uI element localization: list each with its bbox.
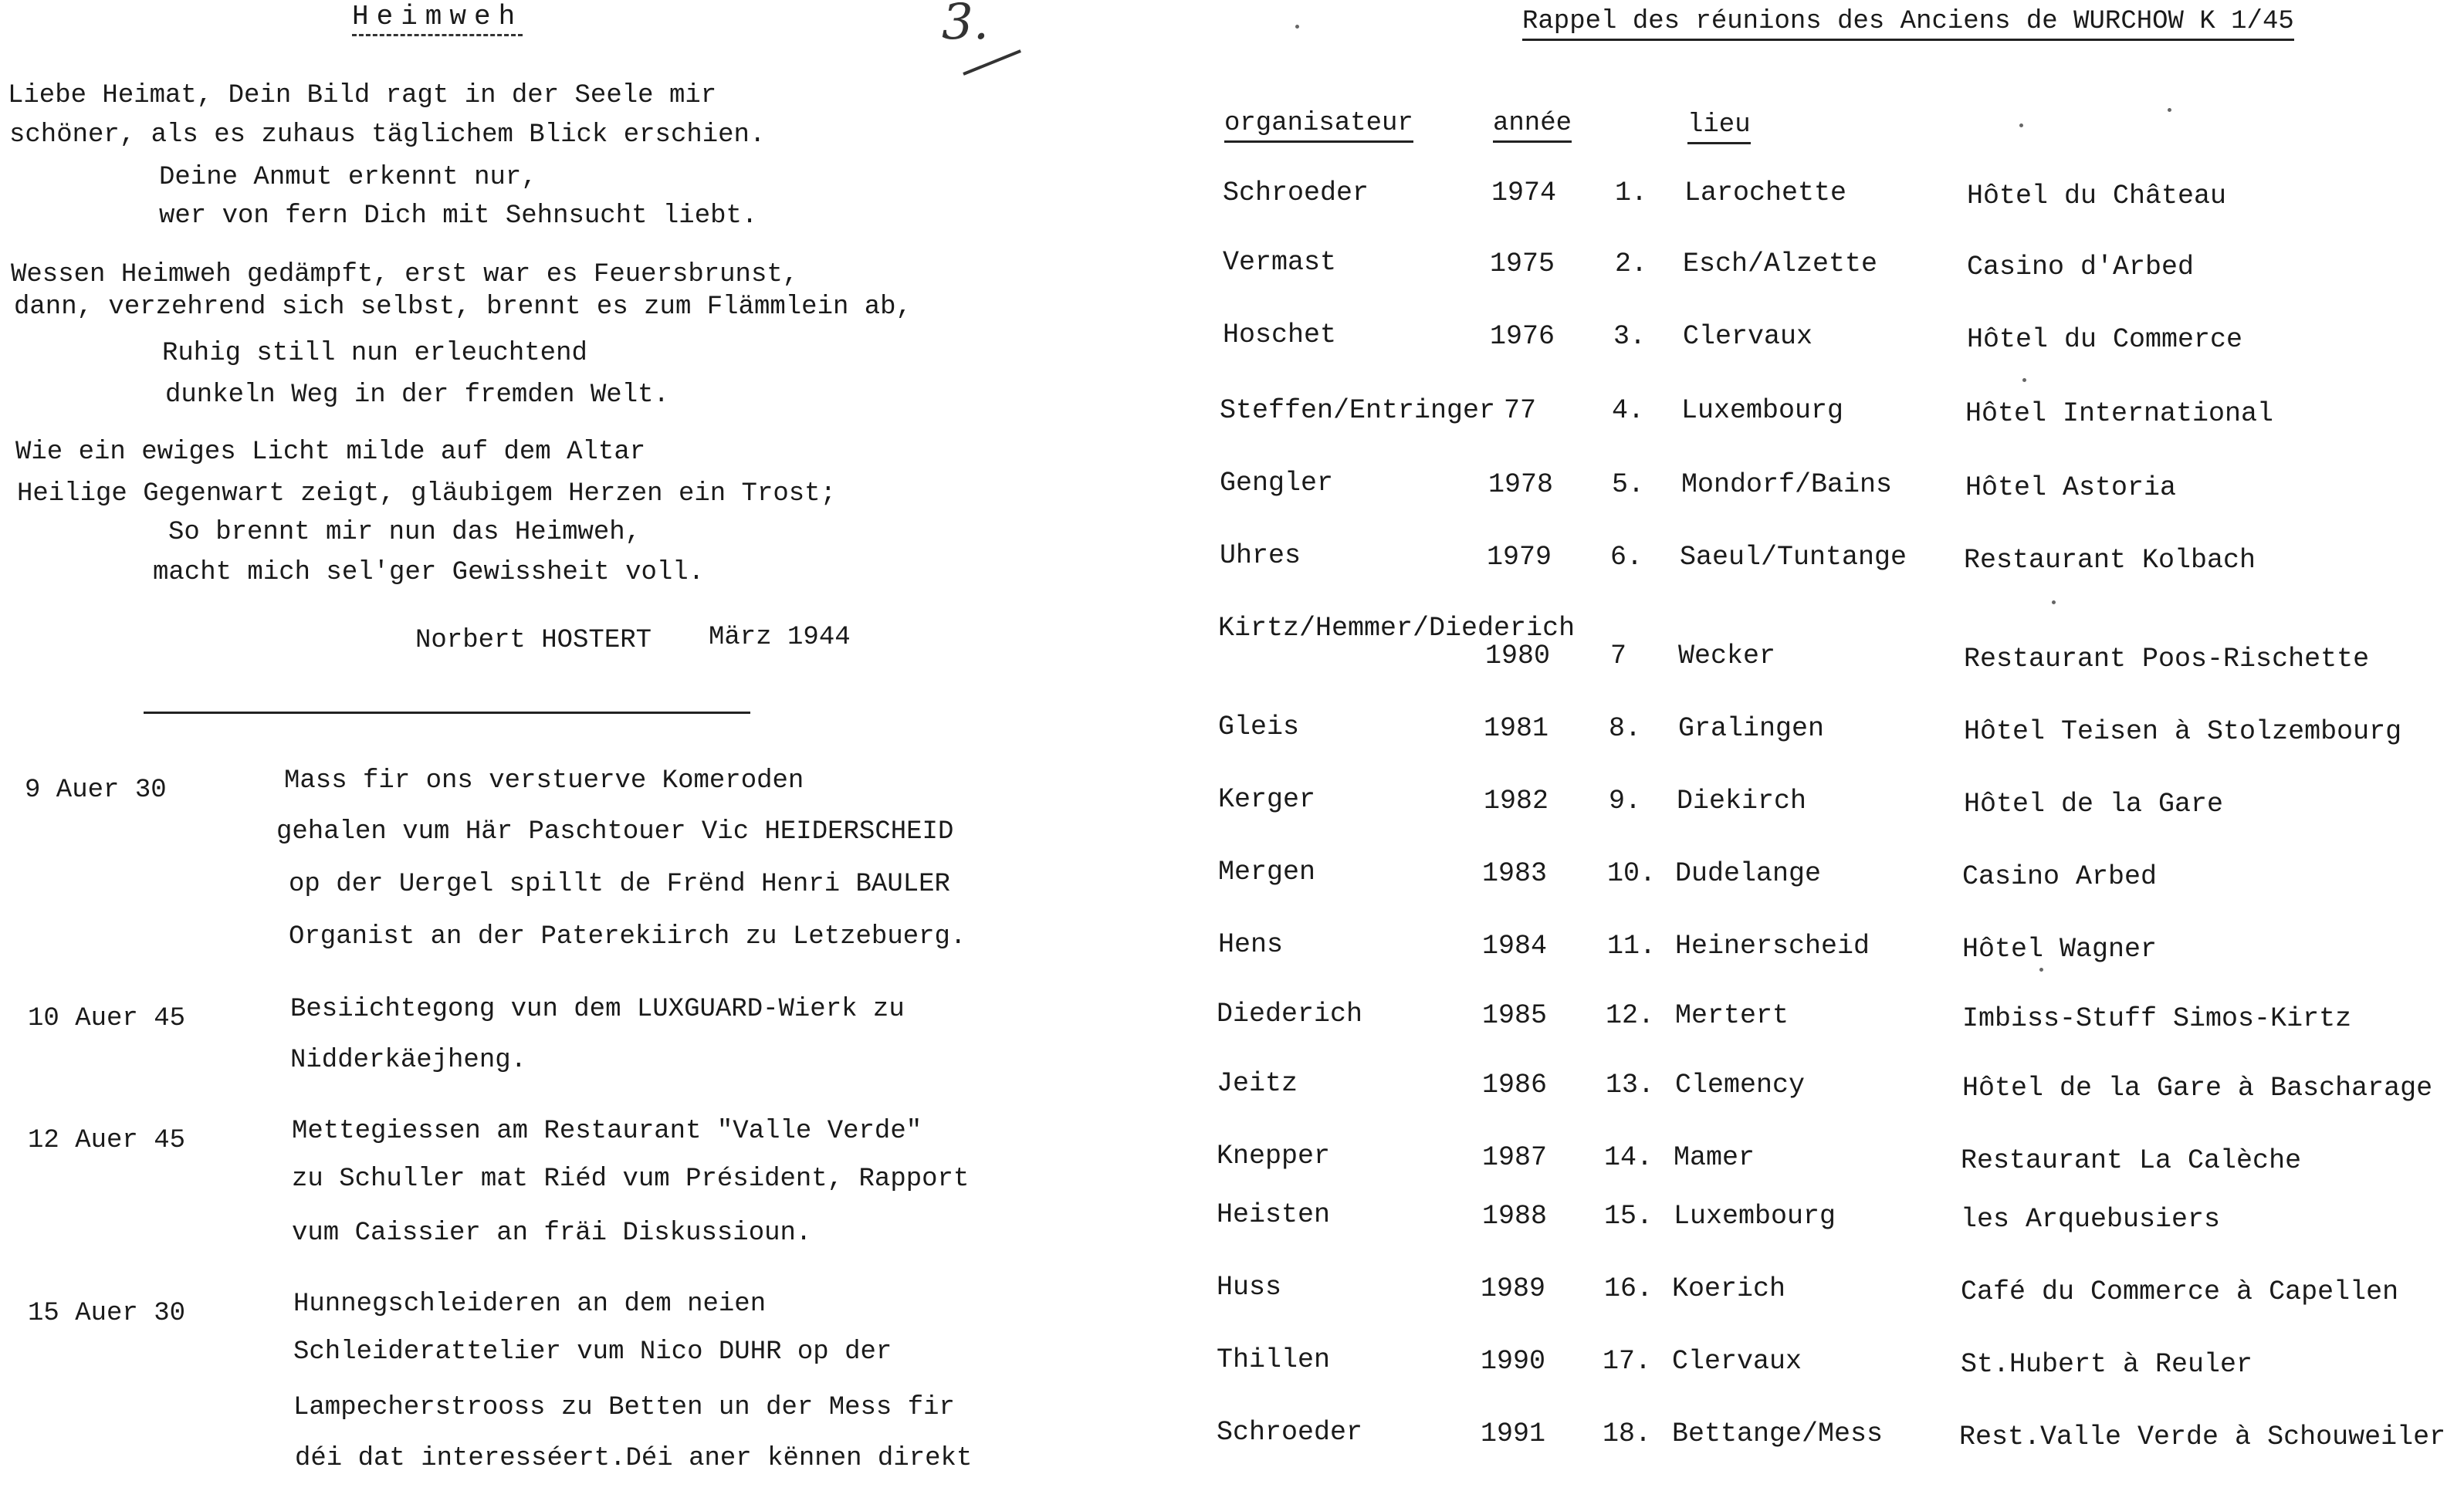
row-annee: 1982: [1484, 786, 1549, 816]
row-etablissement: Restaurant La Calèche: [1961, 1145, 2302, 1176]
scan-speck: [2019, 123, 2023, 127]
schedule-time: 10 Auer 45: [28, 1004, 186, 1033]
row-annee: 1991: [1481, 1418, 1546, 1449]
row-etablissement: Hôtel de la Gare: [1964, 789, 2224, 820]
row-numero: 5.: [1612, 469, 1645, 500]
schedule-line: op der Uergel spillt de Frënd Henri BAULER: [289, 870, 950, 899]
row-annee: 1987: [1482, 1142, 1548, 1173]
row-etablissement: Hôtel Astoria: [1965, 472, 2177, 503]
row-numero: 13.: [1606, 1070, 1655, 1100]
left-page: [0, 0, 1142, 1491]
row-organisateur: Diederich: [1217, 999, 1363, 1030]
schedule-time: 12 Auer 45: [28, 1126, 186, 1155]
scan-speck: [2052, 600, 2056, 604]
row-numero: 2.: [1615, 248, 1648, 279]
schedule-time: 15 Auer 30: [28, 1299, 186, 1328]
row-annee: 1988: [1482, 1201, 1548, 1232]
row-organisateur: Gengler: [1220, 468, 1334, 499]
row-organisateur: Vermast: [1223, 247, 1337, 278]
row-numero: 17.: [1603, 1346, 1652, 1377]
page-number-mark: 3.: [942, 0, 990, 51]
row-lieu: Clervaux: [1683, 321, 1813, 352]
row-lieu: Esch/Alzette: [1683, 248, 1878, 279]
row-annee: 77: [1504, 395, 1537, 426]
schedule-line: Organist an der Paterekiirch zu Letzebuerg.: [289, 922, 966, 952]
schedule-time: 9 Auer 30: [25, 776, 167, 805]
row-numero: 8.: [1609, 713, 1642, 744]
row-annee: 1978: [1488, 469, 1554, 500]
poem-author: Norbert HOSTERT: [415, 626, 652, 655]
row-lieu: Mertert: [1675, 1000, 1789, 1031]
row-lieu: Saeul/Tuntange: [1680, 542, 1907, 573]
row-organisateur: Jeitz: [1217, 1068, 1298, 1099]
row-organisateur: Gleis: [1218, 712, 1300, 742]
row-lieu: Heinerscheid: [1675, 931, 1870, 962]
schedule-line: Mass fir ons verstuerve Komeroden: [284, 766, 804, 796]
poem-line: Ruhig still nun erleuchtend: [162, 339, 587, 368]
row-lieu: Wecker: [1678, 641, 1776, 671]
row-annee: 1974: [1491, 178, 1557, 208]
row-annee: 1990: [1481, 1346, 1546, 1377]
row-etablissement: Hôtel du Commerce: [1967, 324, 2243, 355]
section-divider: [144, 712, 750, 714]
row-annee: 1979: [1487, 542, 1552, 573]
right-page: [1142, 0, 2464, 1491]
poem-line: Deine Anmut erkennt nur,: [159, 163, 537, 192]
row-numero: 7: [1610, 641, 1627, 671]
poem-date: März 1944: [709, 623, 851, 652]
row-organisateur: Steffen/Entringer: [1220, 395, 1496, 426]
row-annee: 1983: [1482, 858, 1548, 889]
row-annee: 1984: [1482, 931, 1548, 962]
row-etablissement: Hôtel Teisen à Stolzembourg: [1964, 716, 2402, 747]
row-lieu: Koerich: [1672, 1273, 1786, 1304]
row-numero: 6.: [1610, 542, 1643, 573]
row-numero: 16.: [1604, 1273, 1653, 1304]
row-annee: 1975: [1490, 248, 1555, 279]
row-etablissement: Restaurant Kolbach: [1964, 545, 2256, 576]
row-etablissement: Hôtel International: [1965, 398, 2274, 429]
poem-title: Heimweh: [352, 2, 523, 36]
schedule-line: Schleiderattelier vum Nico DUHR op der: [293, 1337, 892, 1367]
row-lieu: Diekirch: [1677, 786, 1807, 816]
row-etablissement: Imbiss-Stuff Simos-Kirtz: [1962, 1003, 2352, 1034]
row-annee: 1989: [1481, 1273, 1546, 1304]
row-lieu: Mondorf/Bains: [1681, 469, 1893, 500]
poem-line: wer von fern Dich mit Sehnsucht liebt.: [159, 201, 758, 231]
row-numero: 1.: [1615, 178, 1648, 208]
row-numero: 3.: [1613, 321, 1647, 352]
schedule-line: Mettegiessen am Restaurant "Valle Verde": [292, 1117, 922, 1146]
row-organisateur: Huss: [1217, 1272, 1282, 1303]
schedule-line: zu Schuller mat Riéd vum Président, Rapport: [292, 1165, 970, 1194]
row-organisateur: Kirtz/Hemmer/Diederich: [1218, 613, 1576, 644]
row-etablissement: Hôtel de la Gare à Bascharage: [1962, 1073, 2433, 1104]
row-organisateur: Knepper: [1217, 1141, 1331, 1172]
row-annee: 1980: [1485, 641, 1551, 671]
row-etablissement: Rest.Valle Verde à Schouweiler: [1959, 1422, 2446, 1452]
row-annee: 1976: [1490, 321, 1555, 352]
scan-speck: [1295, 25, 1299, 29]
row-lieu: Mamer: [1674, 1142, 1755, 1173]
row-numero: 14.: [1604, 1142, 1653, 1173]
row-etablissement: Casino d'Arbed: [1967, 252, 2195, 282]
scan-speck: [2039, 968, 2043, 972]
poem-line: Liebe Heimat, Dein Bild ragt in der Seele mir: [8, 81, 717, 110]
row-numero: 10.: [1607, 858, 1657, 889]
row-lieu: Luxembourg: [1681, 395, 1844, 426]
row-organisateur: Schroeder: [1223, 178, 1369, 208]
row-organisateur: Kerger: [1218, 784, 1316, 815]
poem-line: dann, verzehrend sich selbst, brennt es zum Flämmlein ab,: [14, 292, 912, 322]
header-annee: année: [1493, 108, 1572, 143]
row-organisateur: Heisten: [1217, 1199, 1331, 1230]
row-organisateur: Hoschet: [1223, 320, 1337, 350]
schedule-line: Nidderkäejheng.: [290, 1046, 527, 1075]
header-organisateur: organisateur: [1224, 108, 1413, 143]
poem-line: Heilige Gegenwart zeigt, gläubigem Herzen ein Trost;: [17, 479, 836, 509]
poem-line: Wessen Heimweh gedämpft, erst war es Feuersbrunst,: [11, 260, 799, 289]
poem-line: Wie ein ewiges Licht milde auf dem Altar: [15, 438, 646, 467]
row-etablissement: les Arquebusiers: [1961, 1204, 2221, 1235]
row-lieu: Luxembourg: [1674, 1201, 1836, 1232]
row-numero: 4.: [1612, 395, 1645, 426]
row-lieu: Dudelange: [1675, 858, 1822, 889]
poem-line: dunkeln Weg in der fremden Welt.: [165, 380, 669, 410]
row-annee: 1985: [1482, 1000, 1548, 1031]
header-lieu: lieu: [1687, 110, 1751, 144]
row-numero: 18.: [1603, 1418, 1652, 1449]
row-etablissement: Hôtel du Château: [1967, 181, 2227, 211]
row-etablissement: Hôtel Wagner: [1962, 934, 2158, 965]
handwritten-stroke: [963, 49, 1021, 76]
row-lieu: Clemency: [1675, 1070, 1806, 1100]
poem-line: macht mich sel'ger Gewissheit voll.: [153, 558, 705, 587]
schedule-line: Besiichtegong vun dem LUXGUARD-Wierk zu: [290, 995, 905, 1024]
row-etablissement: St.Hubert à Reuler: [1961, 1349, 2253, 1380]
row-organisateur: Schroeder: [1217, 1417, 1363, 1448]
row-etablissement: Casino Arbed: [1962, 861, 2158, 892]
scan-speck: [2168, 108, 2171, 112]
row-lieu: Larochette: [1684, 178, 1847, 208]
row-lieu: Bettange/Mess: [1672, 1418, 1884, 1449]
row-organisateur: Uhres: [1220, 540, 1301, 571]
row-lieu: Clervaux: [1672, 1346, 1802, 1377]
row-lieu: Gralingen: [1678, 713, 1825, 744]
scan-speck: [2022, 378, 2026, 382]
row-organisateur: Thillen: [1217, 1344, 1331, 1375]
schedule-line: gehalen vum Här Paschtouer Vic HEIDERSCHEID: [276, 817, 954, 847]
row-etablissement: Restaurant Poos-Rischette: [1964, 644, 2370, 674]
row-numero: 9.: [1609, 786, 1642, 816]
table-title: Rappel des réunions des Anciens de WURCHOW K 1/45: [1522, 6, 2294, 41]
row-annee: 1981: [1484, 713, 1549, 744]
row-numero: 11.: [1607, 931, 1657, 962]
row-numero: 12.: [1606, 1000, 1655, 1031]
schedule-line: Hunnegschleideren an dem neien: [293, 1290, 767, 1319]
schedule-line: vum Caissier an fräi Diskussioun.: [292, 1219, 812, 1248]
schedule-line: déi dat interesséert.Déi aner kënnen direkt: [295, 1444, 973, 1473]
poem-line: schöner, als es zuhaus täglichem Blick erschien.: [9, 120, 766, 150]
poem-line: So brennt mir nun das Heimweh,: [168, 518, 641, 547]
row-organisateur: Mergen: [1218, 857, 1316, 888]
row-organisateur: Hens: [1218, 929, 1284, 960]
row-etablissement: Café du Commerce à Capellen: [1961, 1276, 2399, 1307]
schedule-line: Lampecherstrooss zu Betten un der Mess fir: [293, 1393, 955, 1422]
row-numero: 15.: [1604, 1201, 1653, 1232]
row-annee: 1986: [1482, 1070, 1548, 1100]
